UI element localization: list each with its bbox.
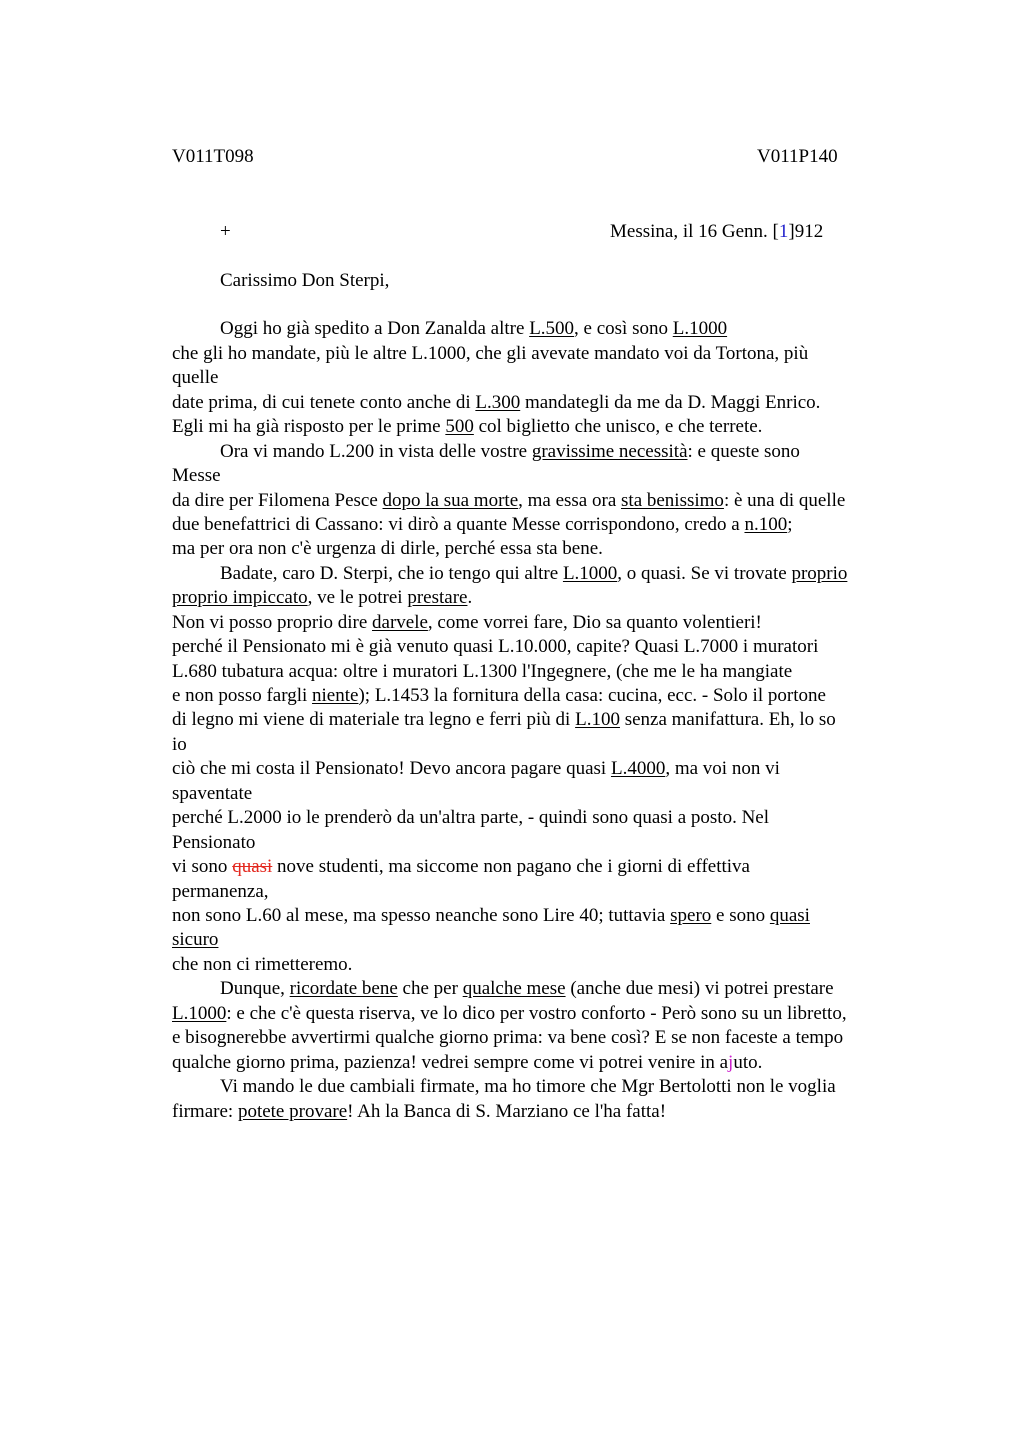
text-line: Non vi posso proprio dire darvele, come vorrei fare, Dio sa quanto volentieri!: [172, 612, 762, 633]
text-line: permanenza,: [172, 881, 269, 902]
text-line: io: [172, 734, 187, 755]
text-line: Oggi ho già spedito a Don Zanalda altre L.500, e così sono L.1000: [220, 318, 728, 339]
text-line: spaventate: [172, 783, 253, 804]
text-line: Ora vi mando L.200 in vista delle vostre gravissime necessità: e queste sono: [220, 441, 800, 462]
inserted-letter: j: [728, 1052, 734, 1073]
text-line: perché il Pensionato mi è già venuto quasi L.10.000, capite? Quasi L.7000 i muratori: [172, 636, 819, 657]
cross-symbol: +: [220, 221, 231, 242]
text-line: e non posso fargli niente); L.1453 la fornitura della casa: cucina, ecc. - Solo il portone: [172, 685, 826, 706]
text-line: sicuro: [172, 929, 219, 950]
text-line: firmare: potete provare! Ah la Banca di S. Marziano ce l'ha fatta!: [172, 1101, 667, 1122]
text-line: perché L.2000 io le prenderò da un'altra parte, - quindi sono quasi a posto. Nel: [172, 807, 769, 828]
salutation: Carissimo Don Sterpi,: [220, 270, 390, 291]
text-line: Vi mando le due cambiali firmate, ma ho timore che Mgr Bertolotti non le voglia: [220, 1076, 836, 1097]
text-line: che gli ho mandate, più le altre L.1000, che gli avevate mandato voi da Tortona, più: [172, 343, 809, 364]
text-line: ciò che mi costa il Pensionato! Devo ancora pagare quasi L.4000, ma voi non vi: [172, 758, 780, 779]
text-line: due benefattrici di Cassano: vi dirò a quante Messe corrispondono, credo a n.100;: [172, 514, 793, 535]
text-line: da dire per Filomena Pesce dopo la sua morte, ma essa ora sta benissimo: è una di quelle: [172, 490, 846, 511]
text-line: Badate, caro D. Sterpi, che io tengo qui altre L.1000, o quasi. Se vi trovate proprio: [220, 563, 848, 584]
text-line: date prima, di cui tenete conto anche di L.300 mandategli da me da D. Maggi Enrico.: [172, 392, 821, 413]
text-line: proprio impiccato, ve le potrei prestare.: [172, 587, 473, 608]
text-line: L.680 tubatura acqua: oltre i muratori L.1300 l'Ingegnere, (che me le ha mangiate: [172, 661, 793, 682]
text-line: qualche giorno prima, pazienza! vedrei sempre come vi potrei venire in ajuto.: [172, 1052, 763, 1073]
text-line: di legno mi viene di materiale tra legno e ferri più di L.100 senza manifattura. Eh, lo so: [172, 709, 836, 730]
text-line: Pensionato: [172, 832, 256, 853]
document-code-right: V011P140: [757, 146, 838, 167]
text-line: Messe: [172, 465, 221, 486]
text-line: vi sono quasi nove studenti, ma siccome non pagano che i giorni di effettiva: [172, 856, 750, 877]
struck-word: quasi: [232, 856, 273, 877]
text-line: L.1000: e che c'è questa riserva, ve lo dico per vostro conforto - Però sono su un libretto,: [172, 1003, 847, 1024]
text-line: non sono L.60 al mese, ma spesso neanche sono Lire 40; tuttavia spero e sono quasi: [172, 905, 810, 926]
text-line: e bisognerebbe avvertirmi qualche giorno prima: va bene così? E se non faceste a tempo: [172, 1027, 844, 1048]
text-line: quelle: [172, 367, 219, 388]
text-line: che non ci rimetteremo.: [172, 954, 353, 975]
document-code-left: V011T098: [172, 146, 254, 167]
text-line: Egli mi ha già risposto per le prime 500 col biglietto che unisco, e che terrete.: [172, 416, 763, 437]
letter-date: Messina, il 16 Genn. [1]912: [610, 221, 824, 242]
text-line: ma per ora non c'è urgenza di dirle, perché essa sta bene.: [172, 538, 603, 559]
text-line: Dunque, ricordate bene che per qualche mese (anche due mesi) vi potrei prestare: [220, 978, 834, 999]
